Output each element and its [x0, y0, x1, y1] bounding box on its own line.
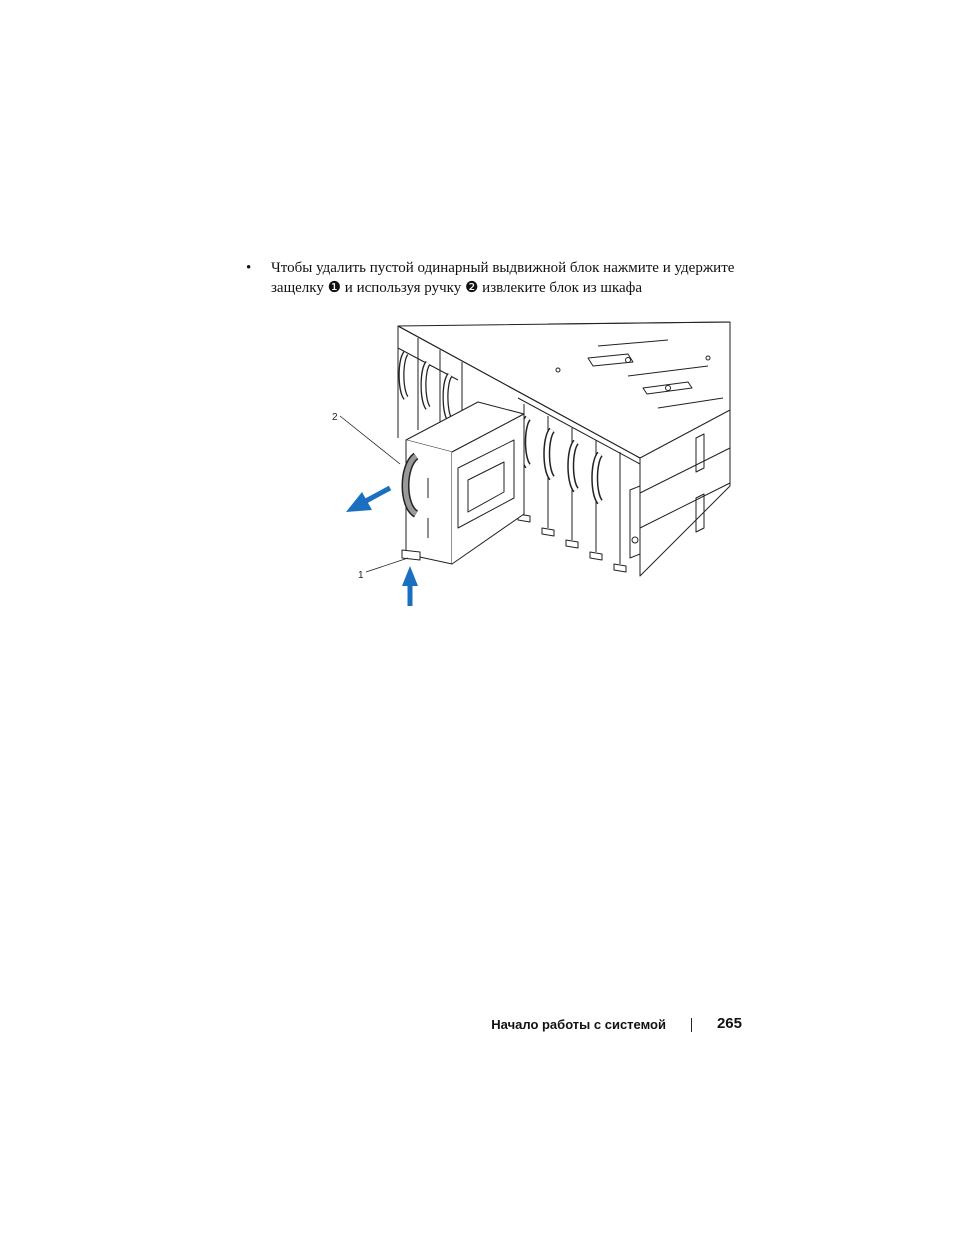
callout-2-label: 2: [332, 412, 338, 423]
page-number: 265: [716, 1015, 742, 1032]
page-footer: [440, 1014, 744, 1036]
sled-removal-illustration: [328, 318, 732, 614]
latch-press-arrow: [402, 566, 418, 606]
footer-section-title: Начало работы с системой: [491, 1017, 666, 1032]
bullet-mark: •: [246, 260, 252, 276]
pull-direction-arrow: [346, 488, 390, 512]
instruction-text: Чтобы удалить пустой одинарный выдвижной блок нажмите и удержите защелку ❶ и используя ручку ❷ извлеките блок из шкафа: [271, 260, 735, 296]
callout-1-label: 1: [358, 570, 364, 581]
illustration-svg: [328, 318, 732, 614]
footer-separator: [691, 1018, 692, 1032]
